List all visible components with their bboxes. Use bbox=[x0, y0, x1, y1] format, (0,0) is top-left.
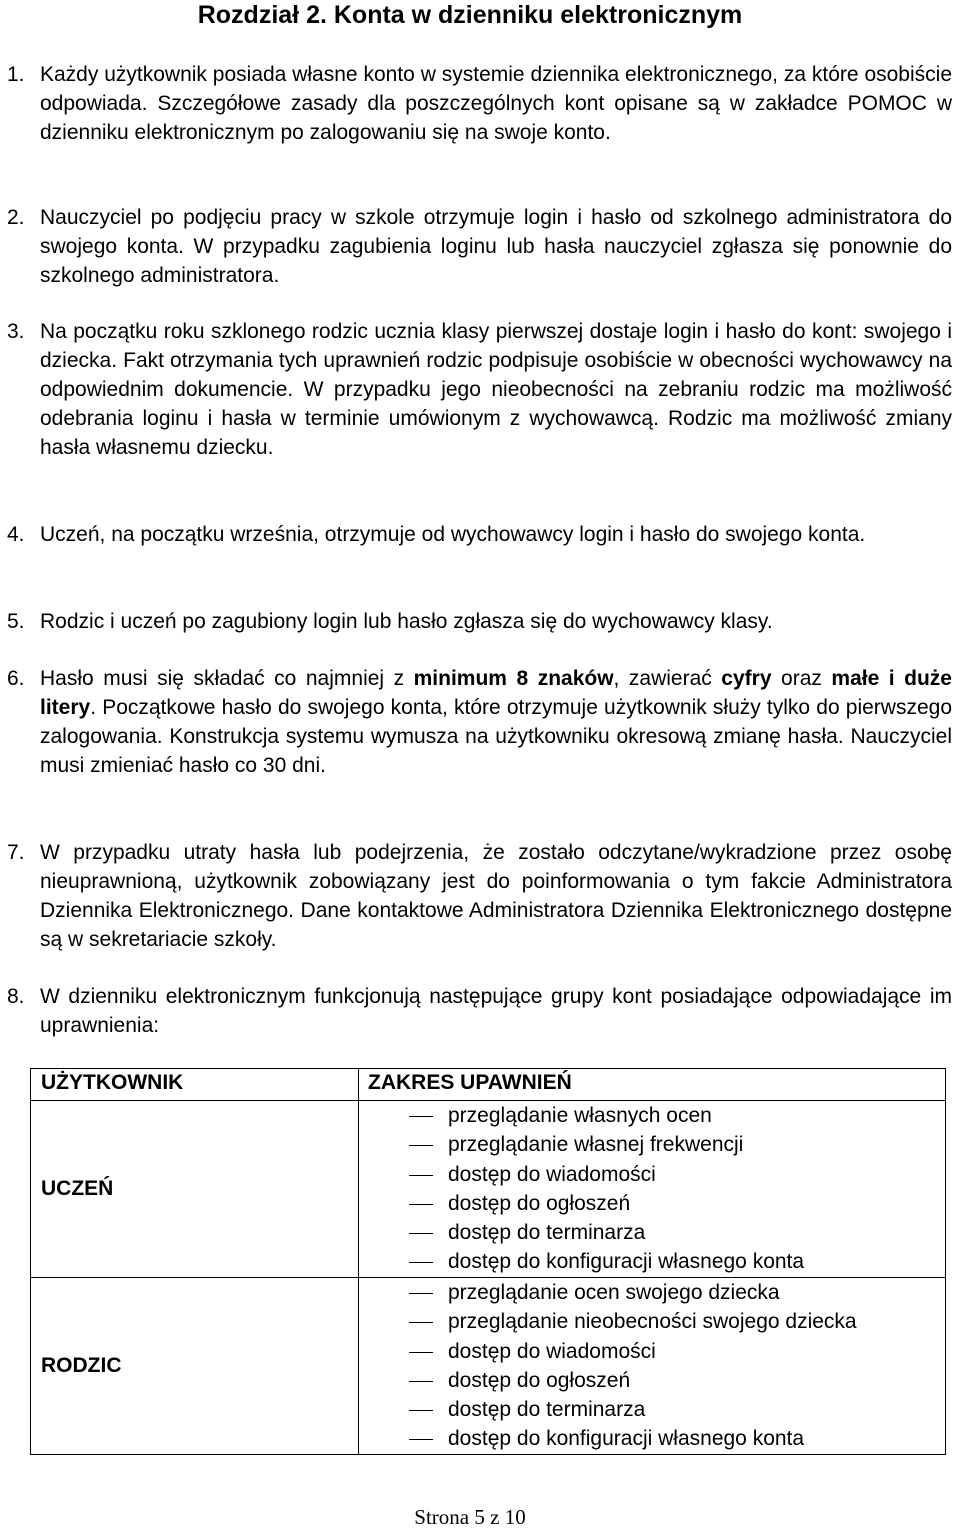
item-text: Każdy użytkownik posiada własne konto w systemie dziennika elektronicznego, za które osobiście odpowiada. Szczegółowe zasady dla poszczególnych kont opisane są w zakładce POMOC w dzienniku elektronicznym po zalogowaniu się na swoje konto. bbox=[40, 63, 952, 144]
list-item bbox=[0, 317, 952, 462]
item-number: 6. bbox=[7, 667, 25, 690]
table-header-permissions: ZAKRES UPAWNIEŃ bbox=[359, 1069, 946, 1101]
permission-item: dostęp do wiadomości bbox=[359, 1337, 945, 1366]
permission-item: przeglądanie własnych ocen bbox=[359, 1101, 945, 1130]
permission-item: dostęp do konfiguracji własnego konta bbox=[359, 1424, 945, 1453]
bold-text: cyfry bbox=[721, 667, 772, 690]
item-text: Rodzic i uczeń po zagubiony login lub hasło zgłasza się do wychowawcy klasy. bbox=[40, 610, 773, 633]
permission-item: dostęp do ogłoszeń bbox=[359, 1366, 945, 1395]
permission-item: dostęp do konfiguracji własnego konta bbox=[359, 1247, 945, 1276]
permission-item: przeglądanie własnej frekwencji bbox=[359, 1130, 945, 1159]
permissions-list bbox=[359, 1278, 945, 1454]
permission-item: dostęp do ogłoszeń bbox=[359, 1189, 945, 1218]
list-item bbox=[0, 60, 952, 147]
permissions-list bbox=[359, 1101, 945, 1277]
item-text: Uczeń, na początku września, otrzymuje od wychowawcy login i hasło do swojego konta. bbox=[40, 523, 866, 546]
list-item bbox=[0, 838, 952, 954]
permission-item: dostęp do terminarza bbox=[359, 1395, 945, 1424]
permission-item: przeglądanie nieobecności swojego dziecka bbox=[359, 1307, 945, 1336]
role-cell: UCZEŃ bbox=[31, 1101, 359, 1278]
item-number: 8. bbox=[7, 985, 25, 1008]
item-number: 1. bbox=[7, 63, 25, 86]
table-header-user: UŻYTKOWNIK bbox=[31, 1069, 359, 1101]
item-number: 3. bbox=[7, 320, 25, 343]
item-text: Nauczyciel po podjęciu pracy w szkole otrzymuje login i hasło od szkolnego administratora do swojego konta. W przypadku zagubienia loginu lub hasła nauczyciel zgłasza się ponownie do szkolnego administratora. bbox=[40, 206, 952, 287]
permissions-cell bbox=[359, 1101, 946, 1278]
permission-item: dostęp do terminarza bbox=[359, 1218, 945, 1247]
permissions-table bbox=[30, 1068, 946, 1455]
table-row bbox=[31, 1278, 946, 1455]
list-item bbox=[0, 203, 952, 290]
item-text: W dzienniku elektronicznym funkcjonują następujące grupy kont posiadające odpowiadające im uprawnienia: bbox=[40, 985, 952, 1037]
list-item bbox=[0, 982, 952, 1040]
item-text: Hasło musi się składać co najmniej z minimum 8 znaków, zawierać cyfry oraz małe i duże litery. Początkowe hasło do swojego konta, które otrzymuje użytkownik służy tylko do pierwszego zalogowania. Konstrukcja systemu wymusza na użytkowniku okresową zmianę hasła. Nauczyciel musi zmieniać hasło co 30 dni. bbox=[40, 667, 952, 777]
list-item bbox=[0, 664, 952, 780]
list-item bbox=[0, 520, 952, 549]
bold-text: minimum 8 znaków bbox=[413, 667, 614, 690]
page-title: Rozdział 2. Konta w dzienniku elektronicznym bbox=[197, 1, 743, 29]
permission-item: dostęp do wiadomości bbox=[359, 1160, 945, 1189]
table-row bbox=[31, 1101, 946, 1278]
item-number: 5. bbox=[7, 610, 25, 633]
item-number: 7. bbox=[7, 841, 25, 864]
item-number: 2. bbox=[7, 206, 25, 229]
item-number: 4. bbox=[7, 523, 25, 546]
item-text: Na początku roku szklonego rodzic ucznia klasy pierwszej dostaje login i hasło do kont: swojego i dziecka. Fakt otrzymania tych uprawnień rodzic podpisuje osobiście w obecności wychowawcy na odpowiednim dokumencie. W przypadku jego nieobecności na zebraniu rodzic ma możliwość odebrania loginu i hasła w terminie umówionym z wychowawcą. Rodzic ma możliwość zmiany hasła własnemu dziecku. bbox=[40, 320, 952, 459]
role-cell: RODZIC bbox=[31, 1278, 359, 1455]
permission-item: przeglądanie ocen swojego dziecka bbox=[359, 1278, 945, 1307]
bold-text: małe i duże litery bbox=[40, 667, 952, 719]
page-footer: Strona 5 z 10 bbox=[414, 1505, 526, 1529]
item-text: W przypadku utraty hasła lub podejrzenia, że zostało odczytane/wykradzione przez osobę nieuprawnioną, użytkownik zobowiązany jest do poinformowania o tym fakcie Administratora Dziennika Elektronicznego. Dane kontaktowe Administratora Dziennika Elektronicznego dostępne są w sekretariacie szkoły. bbox=[40, 841, 952, 951]
permissions-cell bbox=[359, 1278, 946, 1455]
list-item bbox=[0, 607, 952, 636]
